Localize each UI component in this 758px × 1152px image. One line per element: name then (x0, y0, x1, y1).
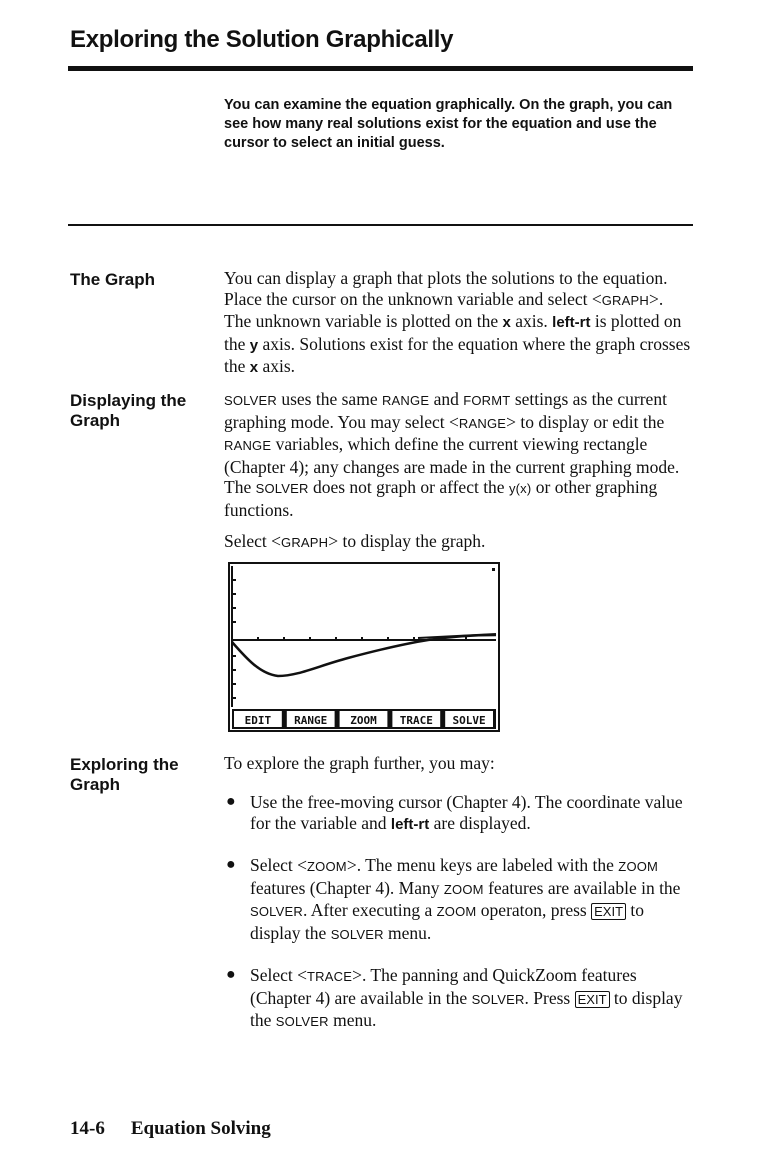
page-footer (70, 1118, 271, 1140)
heading-the-graph: The Graph (70, 270, 156, 289)
exploring-bullet-list (224, 792, 694, 1053)
page-title: Exploring the Solution Graphically (70, 26, 454, 53)
heading-exploring-graph: Exploring the Graph (70, 755, 179, 794)
footer-section: Equation Solving (130, 1118, 271, 1139)
cursor-dot (492, 568, 495, 571)
select-graph-instruction: Select <GRAPH> to display the graph. (224, 531, 486, 551)
bullet-icon: ● (226, 856, 236, 873)
exit-key: EXIT (591, 903, 626, 920)
exit-key: EXIT (575, 991, 610, 1008)
calculator-graph-screen (228, 562, 500, 732)
intro-text: You can examine the equation graphically. On the graph, you can see how many real solutions exist for the equation and use the cursor to select an initial guess. (224, 97, 673, 151)
menu-label-edit: EDIT (244, 714, 272, 727)
menu-label-zoom: ZOOM (350, 714, 377, 727)
list-item: ● Use the free-moving cursor (Chapter 4). The coordinate value for the variable and left-rt are displayed. (226, 792, 683, 833)
menu-label-trace: TRACE (399, 714, 433, 727)
bullet-icon: ● (226, 793, 236, 810)
menu-label-solve: SOLVE (452, 714, 486, 727)
menu-label-range: RANGE (294, 714, 328, 727)
exploring-lead: To explore the graph further, you may: (224, 753, 495, 773)
section-rule (68, 224, 693, 226)
page-number: 14-6 (70, 1118, 105, 1139)
list-item: ● Select <TRACE>. The panning and QuickZoom features (Chapter 4) are available in the SOLVER. Press EXIT to display the SOLVER menu. (226, 965, 683, 1030)
displaying-paragraph: SOLVER uses the same RANGE and FORMT settings as the current graphing mode. You may select <RANGE> to display or edit the RANGE variables, which define the current viewing rectangle (Chapter 4); any changes are made in the current graphing mode. The SOLVER does not graph or affect the y(x) or other graphing functions. (224, 389, 680, 520)
the-graph-paragraph: You can display a graph that plots the solutions to the equation. Place the cursor on the unknown variable and select <GRAPH>. The unknown variable is plotted on the x axis. left-rt is plotted on the y axis. Solutions exist for the equation where the graph crosses the x axis. (224, 268, 691, 376)
list-item: ● Select <ZOOM>. The menu keys are labeled with the ZOOM features (Chapter 4). Many ZOOM features are available in the SOLVER. After executing a ZOOM operaton, press EXIT to display the SOLVER menu. (226, 855, 681, 943)
title-rule (68, 66, 693, 71)
menu-bar (232, 709, 496, 729)
heading-displaying-graph: Displaying the Graph (70, 391, 187, 430)
bullet-icon: ● (226, 966, 236, 983)
screen-border (229, 563, 499, 731)
